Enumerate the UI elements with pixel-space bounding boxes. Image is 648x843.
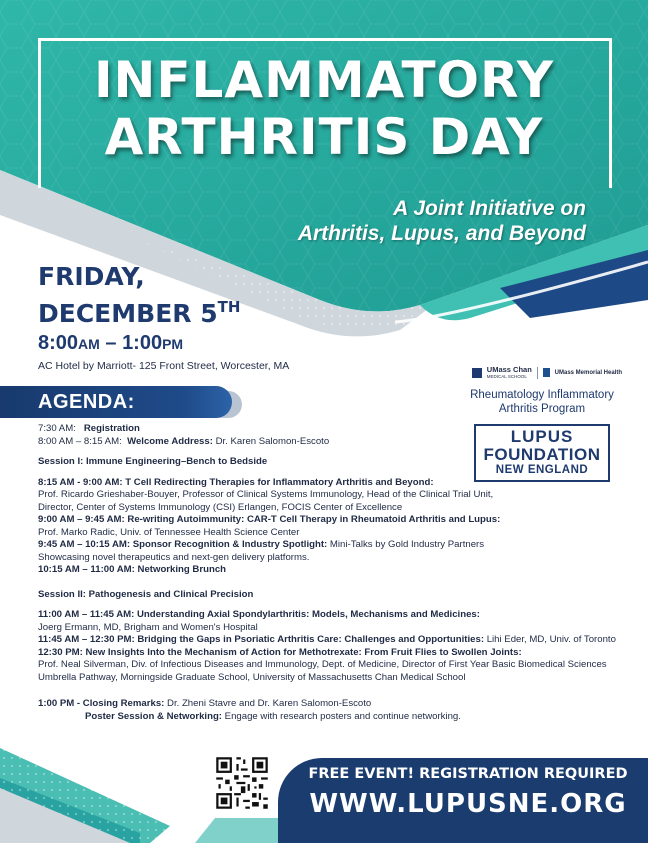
lupus-logo-line-3: NEW ENGLAND [495, 464, 589, 476]
sponsor-detail: Showcasing novel therapeutics and next-gen delivery platforms. [38, 551, 310, 563]
event-day: FRIDAY, [38, 262, 145, 291]
event-date [38, 292, 240, 329]
event-venue: AC Hotel by Marriott- 125 Front Street, Worcester, MA [38, 360, 290, 372]
umass-memorial-logo-icon [543, 368, 550, 377]
umass-chan-wordmark [487, 366, 532, 379]
agenda-item-registration: 7:30 AM: Registration [38, 423, 140, 434]
time-start-ampm: AM [78, 336, 100, 352]
talk-5-speaker: Prof. Neal Silverman, Div. of Infectious Diseases and Immunology, Dept. of Medicine, Director of First Year Basic Biomedical Sciences [38, 659, 607, 670]
time-start: 8:00 [38, 332, 79, 354]
agenda-item-talk-3: 11:00 AM – 11:45 AM: Understanding Axial Spondylarthritis: Models, Mechanisms and Medicines: [38, 609, 480, 620]
lupus-logo-line-2: FOUNDATION [483, 445, 601, 464]
program-line-1: Rheumatology Inflammatory [470, 389, 614, 401]
event-time [38, 330, 240, 357]
agenda-item-welcome: 8:00 AM – 8:15 AM: Welcome Address: Dr. Karen Salomon-Escoto [38, 435, 330, 447]
logo-divider [537, 367, 538, 379]
agenda-item-brunch: 10:15 AM – 11:00 AM: Networking Brunch [38, 564, 227, 575]
agenda-item-talk-5: 12:30 PM: New Insights Into the Mechanism of Action for Methotrexate: From Fruit Flies to Swollen Joints: [38, 646, 522, 658]
time-end-ampm: PM [162, 336, 184, 352]
program-name [462, 388, 622, 416]
agenda-item-poster: Poster Session & Networking: Engage with research posters and continue networking. [85, 710, 461, 722]
subtitle-line-2: Arthritis, Lupus, and Beyond [297, 222, 586, 245]
registration-notice: FREE EVENT! REGISTRATION REQUIRED [308, 766, 628, 782]
event-subtitle [206, 196, 586, 246]
umass-logo-row [472, 366, 622, 379]
event-date-suffix: TH [217, 298, 241, 316]
umass-chan-logo-icon [472, 368, 482, 378]
agenda-item-talk-1: 8:15 AM - 9:00 AM: T Cell Redirecting Therapies for Inflammatory Arthritis and Beyond: [38, 476, 434, 488]
qr-code-icon[interactable] [214, 755, 270, 811]
time-separator: – [99, 332, 123, 354]
website-url[interactable]: WWW.LUPUSNE.ORG [309, 789, 627, 819]
subtitle-line-1: A Joint Initiative on [393, 197, 586, 220]
umass-chan-sub: MEDICAL SCHOOL [486, 374, 527, 379]
talk-1-affiliation: Director, Center of Systems Immunology (CSI) Erlangen, FOCIS Center of Excellence [38, 501, 403, 513]
program-line-2: Arthritis Program [498, 403, 586, 415]
agenda-item-talk-4: 11:45 AM – 12:30 PM: Bridging the Gaps in Psoriatic Arthritis Care: Challenges and Opportunities: Lihi Eder, MD, Univ. of Toronto [38, 634, 616, 645]
talk-2-speaker: Prof. Marko Radic, Univ. of Tennessee Health Science Center [38, 526, 300, 538]
agenda-item-closing: 1:00 PM - Closing Remarks: Dr. Zheni Stavre and Dr. Karen Salomon-Escoto [38, 698, 372, 709]
session-1-title: Session I: Immune Engineering–Bench to Bedside [38, 456, 268, 467]
talk-3-speaker: Joerg Ermann, MD, Brigham and Women's Hospital [38, 621, 258, 633]
talk-5-affiliation: Umbrella Pathway, Morningside Graduate School, University of Massachusetts Chan Medical School [38, 671, 466, 683]
agenda-list [38, 423, 616, 723]
umass-memorial-name: UMass Memorial Health [554, 369, 623, 376]
title-line-1: INFLAMMATORY [93, 51, 555, 109]
session-2-title: Session II: Pathogenesis and Clinical Precision [38, 588, 254, 600]
date-block [38, 262, 240, 357]
time-end: 1:00 [122, 332, 163, 354]
agenda-item-sponsor: 9:45 AM – 10:15 AM: Sponsor Recognition & Industry Spotlight: Mini-Talks by Gold Industry Partners [38, 539, 485, 550]
event-title [0, 52, 648, 166]
event-date-text: DECEMBER 5 [38, 299, 218, 328]
lupus-logo-line-1: LUPUS [510, 427, 574, 446]
talk-1-speaker: Prof. Ricardo Grieshaber-Bouyer, Professor of Clinical Systems Immunology, Head of the Clinical Trial Unit, [38, 489, 494, 500]
agenda-heading: AGENDA: [38, 391, 135, 413]
agenda-item-talk-2: 9:00 AM – 9:45 AM: Re-writing Autoimmunity: CAR-T Cell Therapy in Rheumatoid Arthritis and Lupus: [38, 514, 501, 525]
title-line-2: ARTHRITIS DAY [104, 108, 544, 166]
umass-chan-name: UMass Chan [486, 365, 532, 374]
registration-info [298, 764, 638, 822]
